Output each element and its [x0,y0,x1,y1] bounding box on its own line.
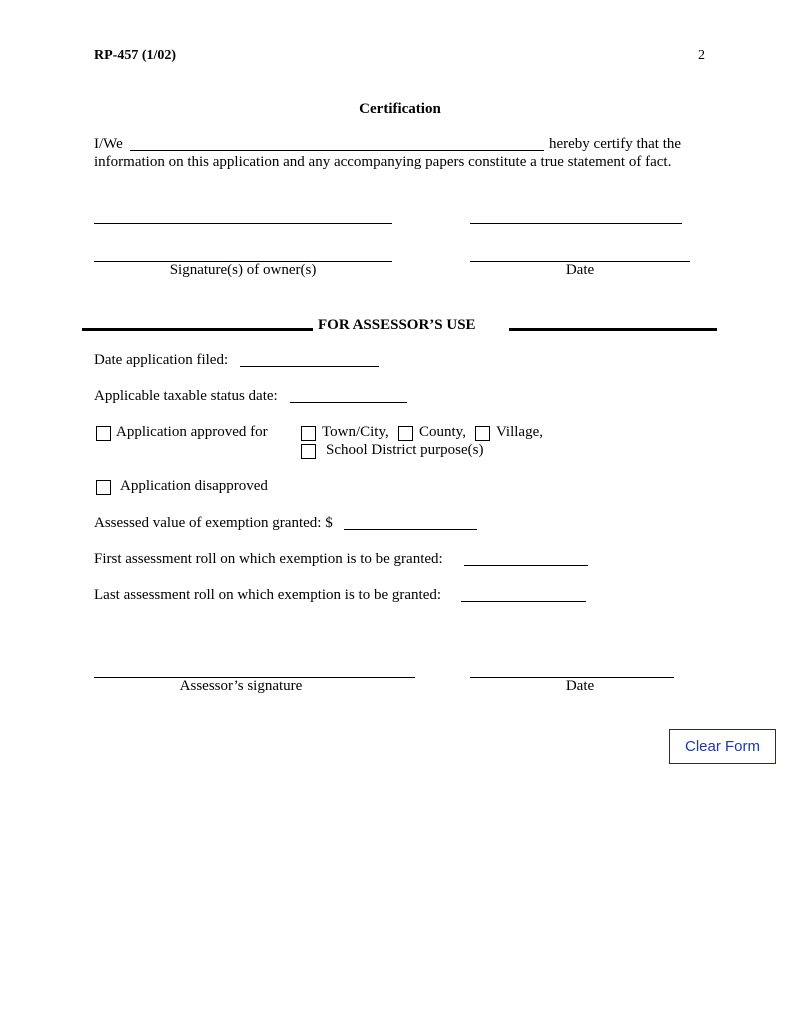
school-district-checkbox[interactable] [301,444,316,459]
approved-checkbox[interactable] [96,426,111,441]
clear-form-button[interactable]: Clear Form [669,729,776,764]
village-label: Village, [496,424,543,440]
date-filed-label: Date application filed: [94,352,229,368]
last-roll-field[interactable] [461,587,586,602]
owner-signature-field-1[interactable] [94,223,392,224]
page-number: 2 [698,48,705,63]
village-checkbox[interactable] [475,426,490,441]
school-district-label: School District purpose(s) [326,442,484,458]
approved-label: Application approved for [116,424,268,440]
section-rule-right [509,328,717,331]
owner-name-field[interactable] [130,136,544,151]
certify-statement: information on this application and any accompanying papers constitute a true statement of fact. [94,154,672,170]
assessed-value-field[interactable] [344,515,477,530]
certify-prefix: I/We [94,136,123,152]
date-filed-field[interactable] [240,352,379,367]
first-roll-field[interactable] [464,551,588,566]
taxable-status-label: Applicable taxable status date: [94,388,278,404]
disapproved-checkbox[interactable] [96,480,111,495]
certify-suffix: hereby certify that the [549,136,682,152]
form-id: RP-457 (1/02) [94,48,177,63]
section-rule-left [82,328,313,331]
owner-date-label: Date [565,262,595,278]
assessor-signature-label: Assessor’s signature [179,678,303,694]
assessed-value-label: Assessed value of exemption granted: $ [94,515,333,531]
assessor-section-title: FOR ASSESSOR’S USE [318,317,476,333]
disapproved-label: Application disapproved [120,478,268,494]
owner-signature-label: Signature(s) of owner(s) [169,262,317,278]
taxable-status-field[interactable] [290,388,407,403]
owner-date-field-1[interactable] [470,223,682,224]
town-city-checkbox[interactable] [301,426,316,441]
town-city-label: Town/City, [322,424,389,440]
county-checkbox[interactable] [398,426,413,441]
first-roll-label: First assessment roll on which exemption is to be granted: [94,551,443,567]
certification-title: Certification [359,101,441,117]
assessor-date-label: Date [565,678,595,694]
county-label: County, [419,424,466,440]
last-roll-label: Last assessment roll on which exemption is to be granted: [94,587,442,603]
